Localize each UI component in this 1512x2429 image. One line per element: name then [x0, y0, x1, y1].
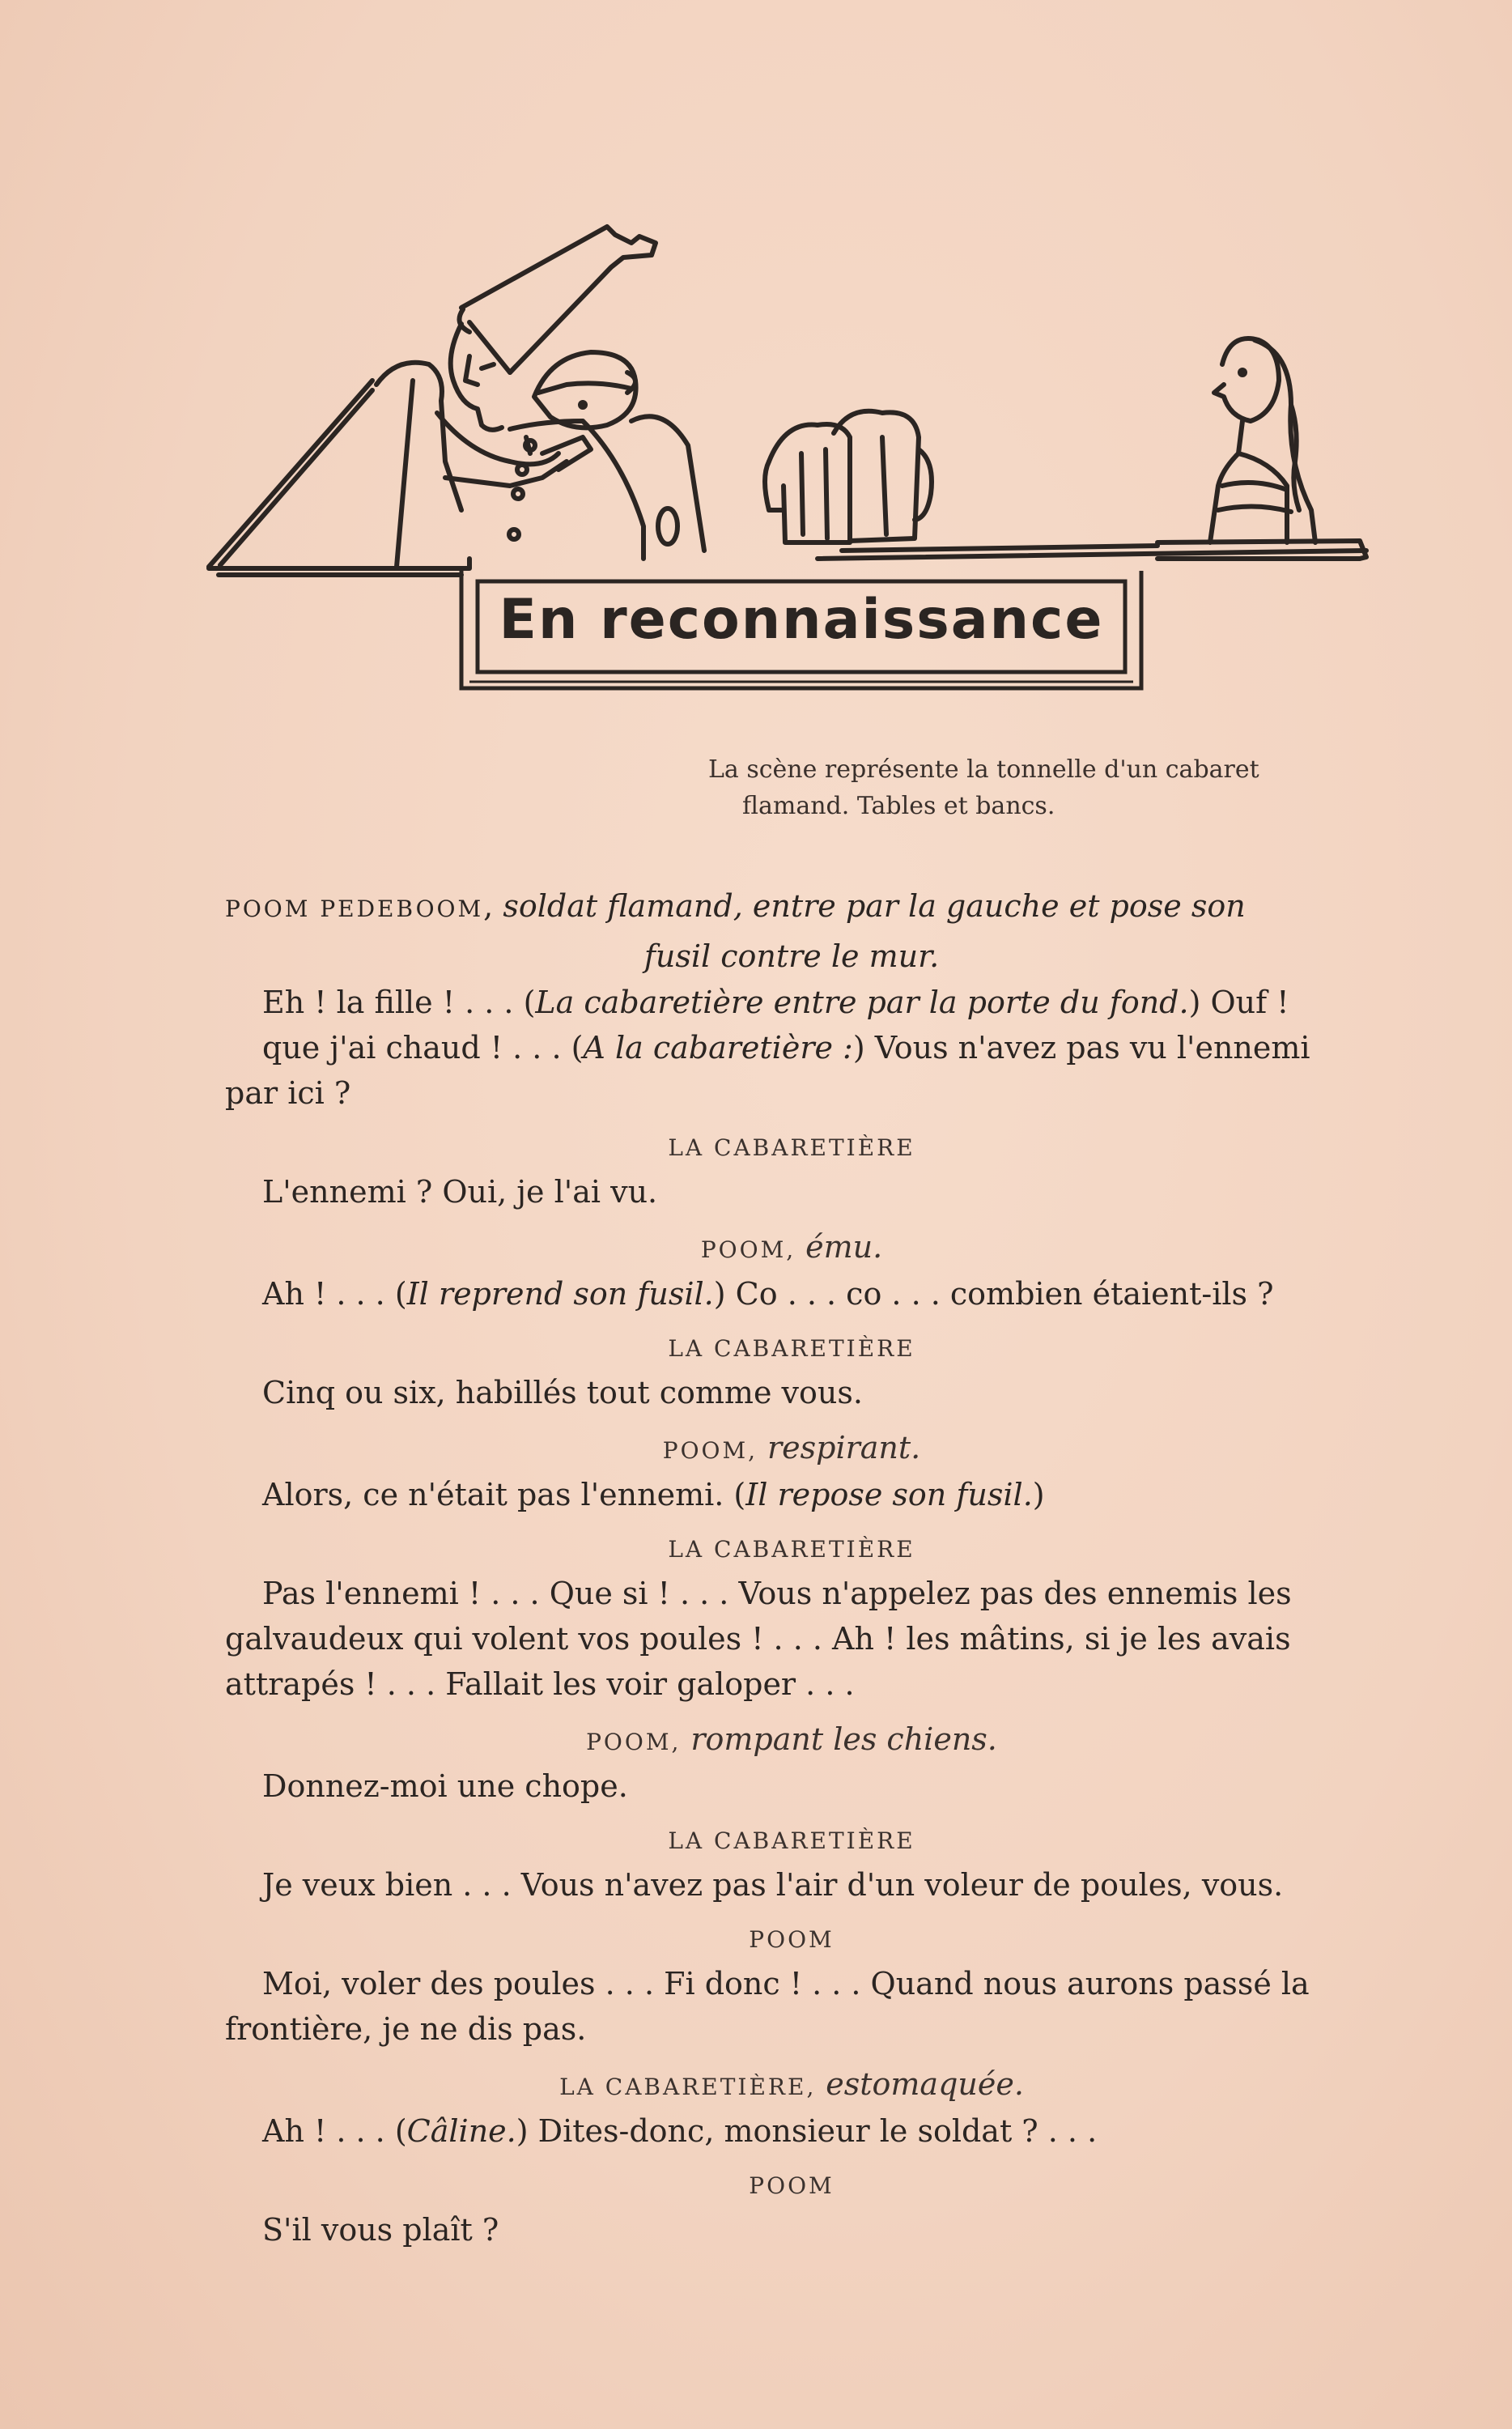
- speaker-label: [225, 1226, 1358, 1271]
- intro-speaker: POOM PEDEBOOM: [225, 895, 484, 922]
- speaker-name: POOM,: [700, 1236, 796, 1263]
- speaker-label: [225, 1820, 1358, 1862]
- speaker-name: POOM,: [662, 1437, 758, 1464]
- dialogue-line: [225, 1661, 1358, 1707]
- spoken-text: attrapés ! . . . Fallait les voir galoper . . .: [225, 1666, 855, 1702]
- spoken-text: Ah ! . . . (: [262, 2113, 407, 2149]
- spoken-text: ): [1032, 1477, 1045, 1512]
- table-top: [209, 559, 469, 568]
- speaker-name: POOM: [749, 1926, 835, 1953]
- stage-direction: Câline.: [406, 2113, 516, 2149]
- speaker-name: LA CABARETIÈRE: [668, 1827, 915, 1854]
- intro-direction-2: fusil contre le mur.: [643, 938, 940, 974]
- spoken-text: Cinq ou six, habillés tout comme vous.: [262, 1375, 863, 1410]
- beer-mug-left: [769, 424, 850, 542]
- dialogue-line: [225, 1070, 1358, 1116]
- spoken-text: L'ennemi ? Oui, je l'ai vu.: [262, 1174, 658, 1210]
- page-title: En reconnaissance: [499, 587, 1104, 652]
- speaker-label: [225, 1127, 1358, 1169]
- stage-direction: ému.: [805, 1229, 883, 1265]
- stage-direction: estomaquée.: [826, 2066, 1024, 2102]
- stage-direction: A la cabaretière :: [583, 1030, 853, 1066]
- speaker-name: POOM: [749, 2172, 835, 2199]
- spoken-text: Alors, ce n'était pas l'ennemi. (: [262, 1477, 746, 1512]
- dialogue-line: [225, 1370, 1358, 1415]
- stage-direction: respirant.: [767, 1430, 921, 1465]
- spoken-text: que j'ai chaud ! . . . (: [262, 1030, 584, 1066]
- dialogue-line: [225, 2006, 1358, 2052]
- speaker-name: LA CABARETIÈRE: [668, 1536, 915, 1563]
- spoken-text: ) Vous n'avez pas vu l'ennemi: [852, 1030, 1310, 1066]
- spoken-text: galvaudeux qui volent vos poules ! . . . Ah ! les mâtins, si je les avais: [225, 1621, 1291, 1657]
- dialogue-line: [225, 1571, 1358, 1616]
- spoken-text: Je veux bien . . . Vous n'avez pas l'air d'un voleur de poules, vous.: [262, 1867, 1284, 1903]
- speaker-label: [225, 2165, 1358, 2207]
- spoken-text: Ah ! . . . (: [262, 1276, 407, 1312]
- table-left-slope-inner: [220, 390, 372, 565]
- speaker-label: [225, 1328, 1358, 1370]
- scene-description-line-2: flamand. Tables et bancs.: [742, 792, 1055, 820]
- speaker-name: POOM,: [586, 1729, 682, 1755]
- speaker-label: [225, 2063, 1358, 2108]
- dialogue-line: [225, 1763, 1358, 1809]
- speaker-label: [225, 1427, 1358, 1472]
- spoken-text: Eh ! la fille ! . . . (: [262, 985, 536, 1020]
- dialogue-line: [225, 1271, 1358, 1317]
- stage-direction: La cabaretière entre par la porte du fond.: [535, 985, 1189, 1020]
- spoken-text: par ici ?: [225, 1075, 351, 1111]
- spoken-text: ) Ouf !: [1188, 985, 1289, 1020]
- dialogue: [225, 883, 1358, 2252]
- stage-direction: Il reprend son fusil.: [406, 1276, 714, 1312]
- scene-description-line-1: La scène représente la tonnelle d'un cabaret: [708, 755, 1259, 784]
- dialogue-body: [225, 980, 1358, 2252]
- spoken-text: Moi, voler des poules . . . Fi donc ! . . . Quand nous aurons passé la: [262, 1966, 1310, 2001]
- dialogue-line: [225, 1961, 1358, 2006]
- table-left-slope: [209, 381, 372, 567]
- spoken-text: ) Dites-donc, monsieur le soldat ? . . .: [516, 2113, 1098, 2149]
- dialogue-line: [225, 1472, 1358, 1517]
- woman-head: [1214, 338, 1279, 421]
- spoken-text: Pas l'ennemi ! . . . Que si ! . . . Vous n'appelez pas des ennemis les: [262, 1576, 1292, 1611]
- speaker-label: [225, 1718, 1358, 1763]
- dialogue-line: [225, 980, 1358, 1025]
- dialogue-line: [225, 1616, 1358, 1661]
- spoken-text: frontière, je ne dis pas.: [225, 2011, 587, 2047]
- spoken-text: ) Co . . . co . . . combien étaient-ils ?: [713, 1276, 1274, 1312]
- stage-direction: Il repose son fusil.: [745, 1477, 1033, 1512]
- dialogue-line: [225, 1169, 1358, 1214]
- dialogue-line: [225, 2108, 1358, 2154]
- speaker-label: [225, 1529, 1358, 1571]
- speaker-name: LA CABARETIÈRE: [668, 1134, 915, 1161]
- scene-description: [708, 751, 1372, 824]
- intro-direction-1: soldat flamand, entre par la gauche et pose son: [503, 888, 1246, 924]
- dialogue-line: [225, 1862, 1358, 1908]
- speaker-label: [225, 1919, 1358, 1961]
- intro-stage-direction: POOM PEDEBOOM, soldat flamand, entre par la gauche et pose son fusil contre le mur.: [225, 883, 1358, 980]
- spoken-text: S'il vous plaît ?: [262, 2212, 499, 2248]
- stage-direction: rompant les chiens.: [690, 1721, 997, 1757]
- dialogue-line: [225, 1025, 1358, 1070]
- speaker-name: LA CABARETIÈRE: [668, 1335, 915, 1362]
- speaker-name: LA CABARETIÈRE,: [559, 2074, 817, 2100]
- spoken-text: Donnez-moi une chope.: [262, 1768, 628, 1804]
- dialogue-line: [225, 2207, 1358, 2252]
